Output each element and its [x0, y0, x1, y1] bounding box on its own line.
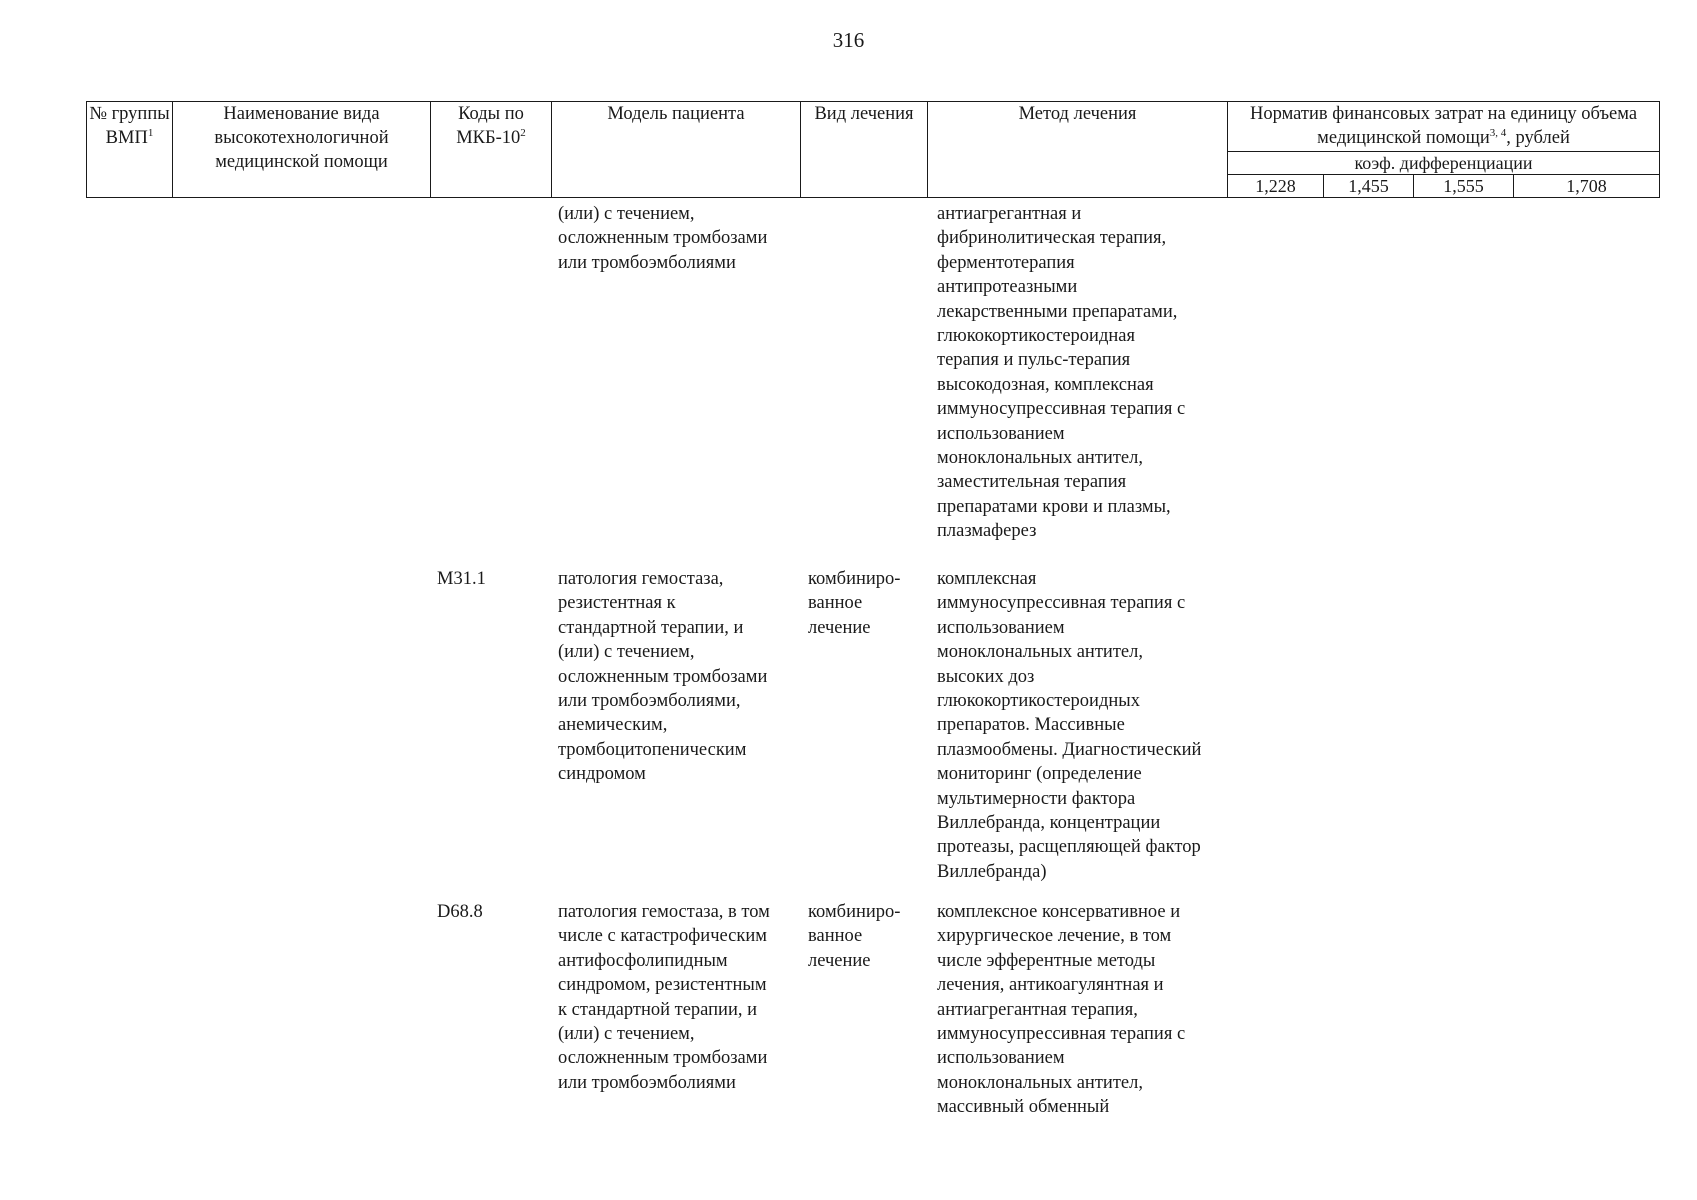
table-header: [86, 101, 1660, 198]
row-2-patient-model: патология гемостаза, в том числе с катастрофическим антифосфолипидным синдромом, резистентным к стандартной терапии, и (или) с течением, осложненным тромбозами или тромбоэмболиями: [558, 902, 770, 1093]
header-name: Наименование вида высокотехнологичной медицинской помощи: [173, 102, 431, 198]
page-number: 316: [832, 28, 865, 52]
coef-value: 1,708: [1514, 175, 1660, 198]
header-treatment-type: Вид лечения: [801, 102, 928, 198]
row-2-method: комплексное консервативное и хирургическое лечение, в том числе эфферентные методы лечения, антикоагулянтная и антиагрегантная терапия, иммуносупрессивная терапия с использованием моноклональных антител, массивный обменный: [937, 902, 1186, 1118]
header-codes: Коды по МКБ-$10^2$: [431, 102, 552, 198]
row-2-code: D68.8: [437, 902, 483, 922]
header-group-number: № группы ВМП$^1$: [87, 102, 173, 198]
row-1-patient-model: патология гемостаза, резистентная к стандартной терапии, и (или) с течением, осложненным тромбозами или тромбоэмболиями, анемическим, тромбоцитопеническим синдромом: [558, 569, 768, 785]
header-method: Метод лечения: [928, 102, 1228, 198]
coef-value: 1,228: [1228, 175, 1324, 198]
row-1-code: M31.1: [437, 569, 486, 589]
row-0-method: антиагрегантная и фибринолитическая терапия, ферментотерапия антипротеазными лекарственными препаратами, глюкокортикостероидная терапия и пульс-терапия высокодозная, комплексная иммуносупрессивная терапия с использованием моноклональных антител, заместительная терапия препаратами крови и плазмы, плазмаферез: [937, 204, 1186, 542]
row-1-method: комплексная иммуносупрессивная терапия с использованием моноклональных антител, высоких доз глюкокортикостероидных препаратов. Массивные плазмообмены. Диагностический мониторинг (определение мультимерности фактора Виллебранда, концентрации протеазы, расщепляющей фактор Виллебранда): [937, 569, 1202, 882]
coef-value: 1,455: [1324, 175, 1414, 198]
row-2-treatment-type: комбиниро- ванное лечение: [808, 902, 901, 971]
coef-value: 1,555: [1414, 175, 1514, 198]
row-0-patient-model: (или) с течением, осложненным тромбозами или тромбоэмболиями: [558, 204, 768, 273]
header-patient-model: Модель пациента: [552, 102, 801, 198]
header-coef-label: коэф. дифференциации: [1228, 152, 1660, 175]
header-financial-norm: Норматив финансовых затрат на единицу объема медицинской помощи$^{3, 4}$, рублей: [1228, 102, 1660, 152]
row-1-treatment-type: комбиниро- ванное лечение: [808, 569, 901, 638]
